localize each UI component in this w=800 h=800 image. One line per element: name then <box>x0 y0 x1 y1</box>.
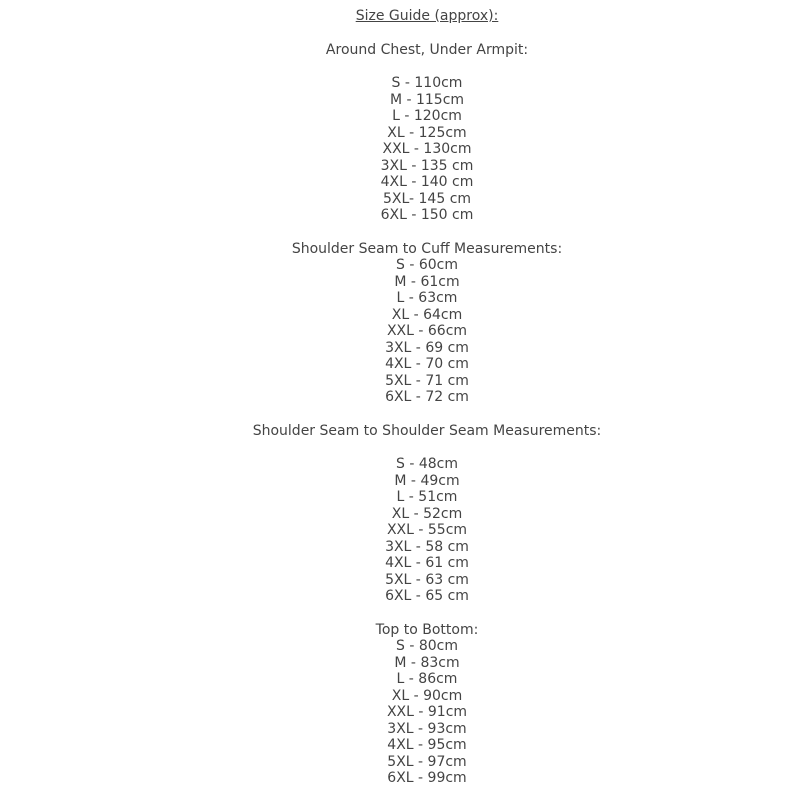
size-row: M - 49cm <box>394 472 460 489</box>
size-row: 6XL - 65 cm <box>385 588 469 604</box>
size-row: XL - 90cm <box>391 687 463 704</box>
size-row: XXL - 66cm <box>386 323 468 339</box>
section-rows-shoulder <box>54 456 800 605</box>
size-row: 5XL - 63 cm <box>385 571 469 588</box>
section-heading-shoulder: Shoulder Seam to Shoulder Seam Measurements: <box>252 422 602 439</box>
section-rows-chest <box>54 75 800 224</box>
size-row: 4XL - 61 cm <box>385 555 469 571</box>
size-guide-title-row <box>54 8 800 25</box>
size-row: XL - 52cm <box>391 505 463 522</box>
size-row: XXL - 91cm <box>386 704 468 720</box>
size-row: 4XL - 70 cm <box>385 356 469 372</box>
size-row: S - 80cm <box>396 638 458 654</box>
size-row: L - 51cm <box>396 489 458 505</box>
size-row: S - 60cm <box>396 257 458 273</box>
section-heading-chest: Around Chest, Under Armpit: <box>325 41 529 58</box>
size-row: XL - 64cm <box>391 306 463 323</box>
size-row: 5XL - 97cm <box>387 753 467 770</box>
size-row: 3XL - 135 cm <box>380 157 474 174</box>
size-guide-title: Size Guide (approx): <box>355 8 499 24</box>
size-row: S - 110cm <box>391 75 463 91</box>
size-row: 3XL - 69 cm <box>385 339 469 356</box>
size-row: 5XL - 71 cm <box>385 372 469 389</box>
size-row: 6XL - 72 cm <box>385 389 469 405</box>
size-row: XL - 125cm <box>387 124 467 141</box>
size-row: L - 86cm <box>396 671 458 687</box>
size-row: 4XL - 140 cm <box>380 174 474 190</box>
size-row: 6XL - 99cm <box>387 770 467 786</box>
size-row: M - 115cm <box>389 91 465 108</box>
size-row: XXL - 130cm <box>382 141 472 157</box>
size-row: L - 63cm <box>396 290 458 306</box>
size-row: 6XL - 150 cm <box>380 207 474 223</box>
section-heading-cuff: Shoulder Seam to Cuff Measurements: <box>291 240 563 257</box>
size-row: 3XL - 93cm <box>387 720 467 737</box>
size-row: L - 120cm <box>392 108 462 124</box>
size-row: 3XL - 58 cm <box>385 538 469 555</box>
section-heading-top-to-bottom: Top to Bottom: <box>375 621 479 638</box>
size-row: M - 83cm <box>394 654 460 671</box>
size-row: 5XL- 145 cm <box>382 190 472 207</box>
size-row: 4XL - 95cm <box>387 737 467 753</box>
section-cuff <box>54 241 800 406</box>
size-row: XXL - 55cm <box>386 522 468 538</box>
section-top-to-bottom <box>54 622 800 787</box>
size-row: S - 48cm <box>396 456 458 472</box>
size-row: M - 61cm <box>394 273 460 290</box>
